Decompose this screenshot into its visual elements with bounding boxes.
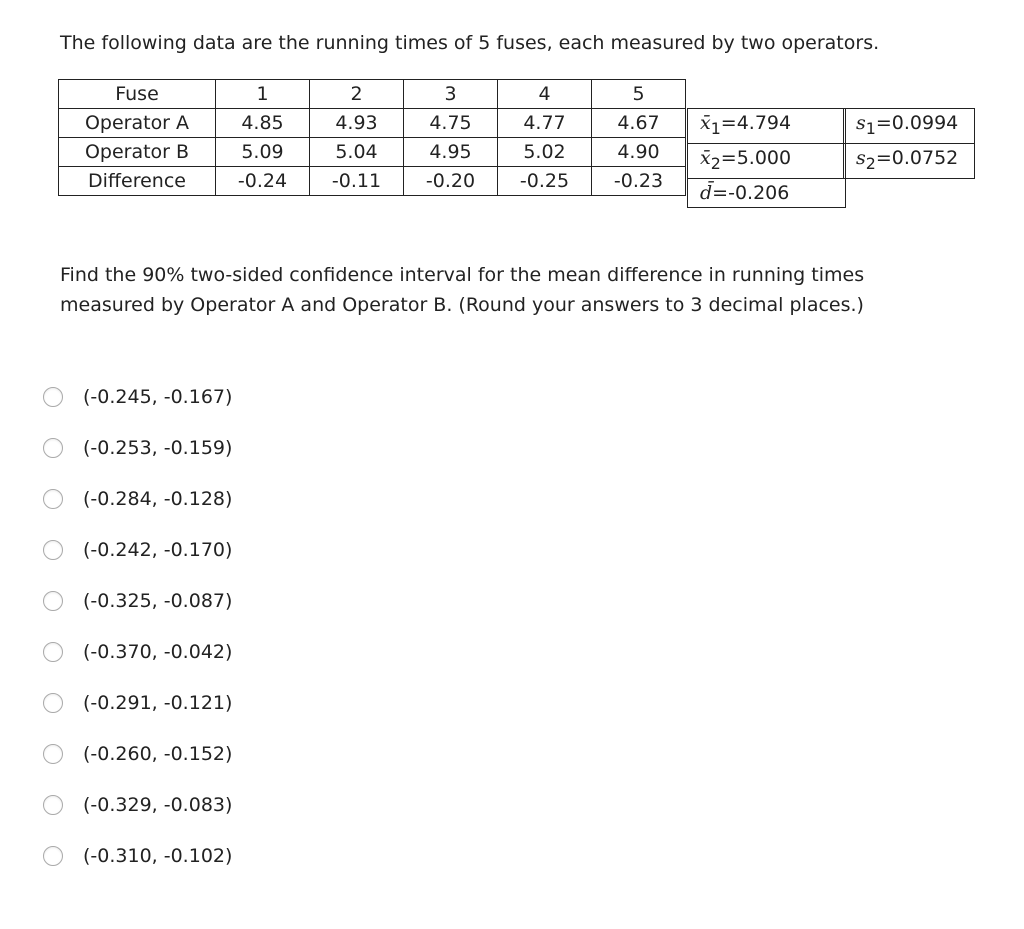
answer-option[interactable] (43, 728, 232, 779)
option-label: (-0.245, -0.167) (83, 385, 233, 408)
std-dev-operator-b: $s_2=0.0752$ (844, 143, 975, 178)
table-cell: -0.25 (498, 167, 592, 196)
table-cell: 1 (216, 80, 310, 109)
table-header-row (59, 80, 686, 109)
question-line-1: Find the 90% two-sided confidence interval for the mean difference in running times (60, 264, 865, 286)
answer-option[interactable] (43, 473, 232, 524)
radio-button[interactable] (43, 846, 63, 866)
table-cell: 3 (404, 80, 498, 109)
radio-button[interactable] (43, 387, 63, 407)
table-cell: 4.85 (216, 109, 310, 138)
option-label: (-0.260, -0.152) (83, 742, 233, 765)
mean-difference: d̄=-0.206 (688, 178, 846, 207)
table-cell: 4.90 (592, 138, 686, 167)
table-row (59, 167, 686, 196)
option-label: (-0.242, -0.170) (83, 538, 233, 561)
table-cell: Fuse (59, 80, 216, 109)
table-cell: 5.09 (216, 138, 310, 167)
radio-button[interactable] (43, 744, 63, 764)
std-dev-table (843, 108, 975, 179)
option-label: (-0.284, -0.128) (83, 487, 233, 510)
std-dev-operator-a: $s_1=0.0994$ (844, 109, 975, 144)
radio-button[interactable] (43, 489, 63, 509)
table-cell: 4.67 (592, 109, 686, 138)
option-label: (-0.291, -0.121) (83, 691, 233, 714)
table-row (59, 138, 686, 167)
row-label: Difference (59, 167, 216, 196)
option-label: (-0.329, -0.083) (83, 793, 233, 816)
table-cell: 4 (498, 80, 592, 109)
table-row (844, 143, 975, 178)
table-cell: 5.04 (310, 138, 404, 167)
answer-option[interactable] (43, 371, 232, 422)
row-label: Operator A (59, 109, 216, 138)
table-row (59, 109, 686, 138)
radio-button[interactable] (43, 693, 63, 713)
means-table (687, 108, 846, 208)
table-row (688, 143, 846, 178)
option-label: (-0.310, -0.102) (83, 844, 233, 867)
answer-option[interactable] (43, 524, 232, 575)
mean-operator-b: $x̄_2=5.000$ (688, 143, 846, 178)
table-cell: -0.20 (404, 167, 498, 196)
intro-text: The following data are the running times of 5 fuses, each measured by two operators. (60, 32, 880, 54)
option-label: (-0.253, -0.159) (83, 436, 233, 459)
option-label: (-0.370, -0.042) (83, 640, 233, 663)
table-row (844, 109, 975, 144)
mean-operator-a: $x̄_1=4.794$ (688, 109, 846, 144)
answer-options (43, 371, 232, 881)
row-label: Operator B (59, 138, 216, 167)
table-row (688, 109, 846, 144)
radio-button[interactable] (43, 642, 63, 662)
table-cell: 5 (592, 80, 686, 109)
table-row (688, 178, 846, 207)
option-label: (-0.325, -0.087) (83, 589, 233, 612)
table-cell: 4.77 (498, 109, 592, 138)
table-cell: -0.11 (310, 167, 404, 196)
answer-option[interactable] (43, 779, 232, 830)
question-text (60, 260, 864, 320)
question-line-2: measured by Operator A and Operator B. (Round your answers to 3 decimal places.) (60, 294, 864, 316)
table-cell: 2 (310, 80, 404, 109)
table-cell: 4.95 (404, 138, 498, 167)
radio-button[interactable] (43, 438, 63, 458)
table-cell: -0.24 (216, 167, 310, 196)
fuse-data-table (58, 79, 686, 196)
answer-option[interactable] (43, 575, 232, 626)
table-cell: 5.02 (498, 138, 592, 167)
table-cell: 4.75 (404, 109, 498, 138)
radio-button[interactable] (43, 591, 63, 611)
answer-option[interactable] (43, 422, 232, 473)
answer-option[interactable] (43, 677, 232, 728)
radio-button[interactable] (43, 795, 63, 815)
answer-option[interactable] (43, 626, 232, 677)
table-cell: 4.93 (310, 109, 404, 138)
radio-button[interactable] (43, 540, 63, 560)
answer-option[interactable] (43, 830, 232, 881)
table-cell: -0.23 (592, 167, 686, 196)
